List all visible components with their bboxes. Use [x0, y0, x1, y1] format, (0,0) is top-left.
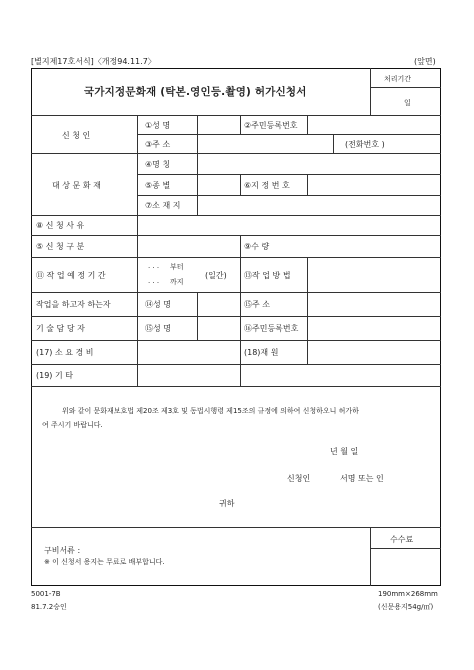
approval-date: 81.7.2승인 — [31, 603, 67, 611]
tech-rrn-label: ⑯주민등록번호 — [244, 324, 299, 333]
category-label: ⑤ 신 청 구 분 — [36, 242, 85, 251]
period-to: 까지 — [170, 278, 184, 286]
tech-name-label: ⑮성 명 — [145, 324, 171, 333]
worker-address-label: ⑮주 소 — [244, 300, 270, 309]
heritage-title-label: ④명 칭 — [145, 160, 171, 169]
period-label: ⑪ 작 업 예 정 기 간 — [36, 271, 106, 280]
recipient-label: 귀하 — [219, 499, 235, 508]
funding-label: (18)재 원 — [244, 348, 279, 357]
period-days: (일간) — [205, 271, 227, 280]
quantity-label: ⑨수 량 — [244, 242, 270, 251]
statement-line-1: 위와 같이 문화재보호법 제20조 제3호 및 동법시행령 제15조의 규정에 의하여 신청하오니 허가하 — [62, 407, 359, 415]
processing-period-value: 일 — [404, 99, 411, 107]
method-label: ⑬작 업 방 법 — [244, 271, 291, 280]
worker-name-label: ⑭성 명 — [145, 300, 171, 309]
applicant-section-label: 신 청 인 — [62, 131, 91, 140]
paper-type: (신문용지54g/㎡) — [378, 603, 434, 611]
heritage-designation-label: ⑥지 정 번 호 — [244, 181, 290, 190]
date-line: 년 월 일 — [330, 447, 359, 456]
other-label: (19) 기 타 — [36, 371, 73, 380]
period-from-dots: . . . — [148, 262, 160, 270]
page-side-label: (앞면) — [414, 57, 436, 66]
period-from: 부터 — [170, 263, 184, 271]
applicant-address-label: ③주 소 — [145, 140, 171, 149]
signature-label: 서명 또는 인 — [340, 474, 384, 483]
form-code: 5001-7B — [31, 590, 61, 598]
free-form-note: ※ 이 신청서 용지는 무료로 배부합니다. — [44, 558, 165, 566]
statement-line-2: 여 주시기 바랍니다. — [42, 421, 103, 429]
applicant-phone-label: (전화번호 ) — [345, 140, 385, 149]
applicant-rrn-label: ②주민등록번호 — [244, 121, 298, 130]
fee-label: 수수료 — [390, 535, 414, 544]
form-number: [별지제17호서식]〈개정94.11.7〉 — [31, 57, 156, 66]
processing-period-label: 처리기간 — [384, 75, 412, 83]
applicant-sign-label: 신청인 — [287, 474, 311, 483]
form-title: 국가지정문화재 (탁본.영인등.촬영) 허가신청서 — [84, 86, 307, 98]
worker-label: 작업을 하고자 하는자 — [36, 300, 111, 309]
applicant-name-label: ①성 명 — [145, 121, 171, 130]
tech-manager-label: 기 술 담 당 자 — [36, 324, 85, 333]
paper-size: 190mm×268mm — [378, 590, 438, 598]
cost-label: (17) 소 요 경 비 — [36, 348, 94, 357]
heritage-location-label: ⑦소 재 지 — [145, 201, 181, 210]
required-docs-label: 구비서류 : — [44, 546, 81, 555]
heritage-section-label: 대 상 문 화 재 — [52, 181, 101, 190]
period-to-dots: . . . — [148, 277, 160, 285]
heritage-type-label: ⑤종 별 — [145, 181, 171, 190]
reason-label: ⑧ 신 청 사 유 — [36, 221, 85, 230]
